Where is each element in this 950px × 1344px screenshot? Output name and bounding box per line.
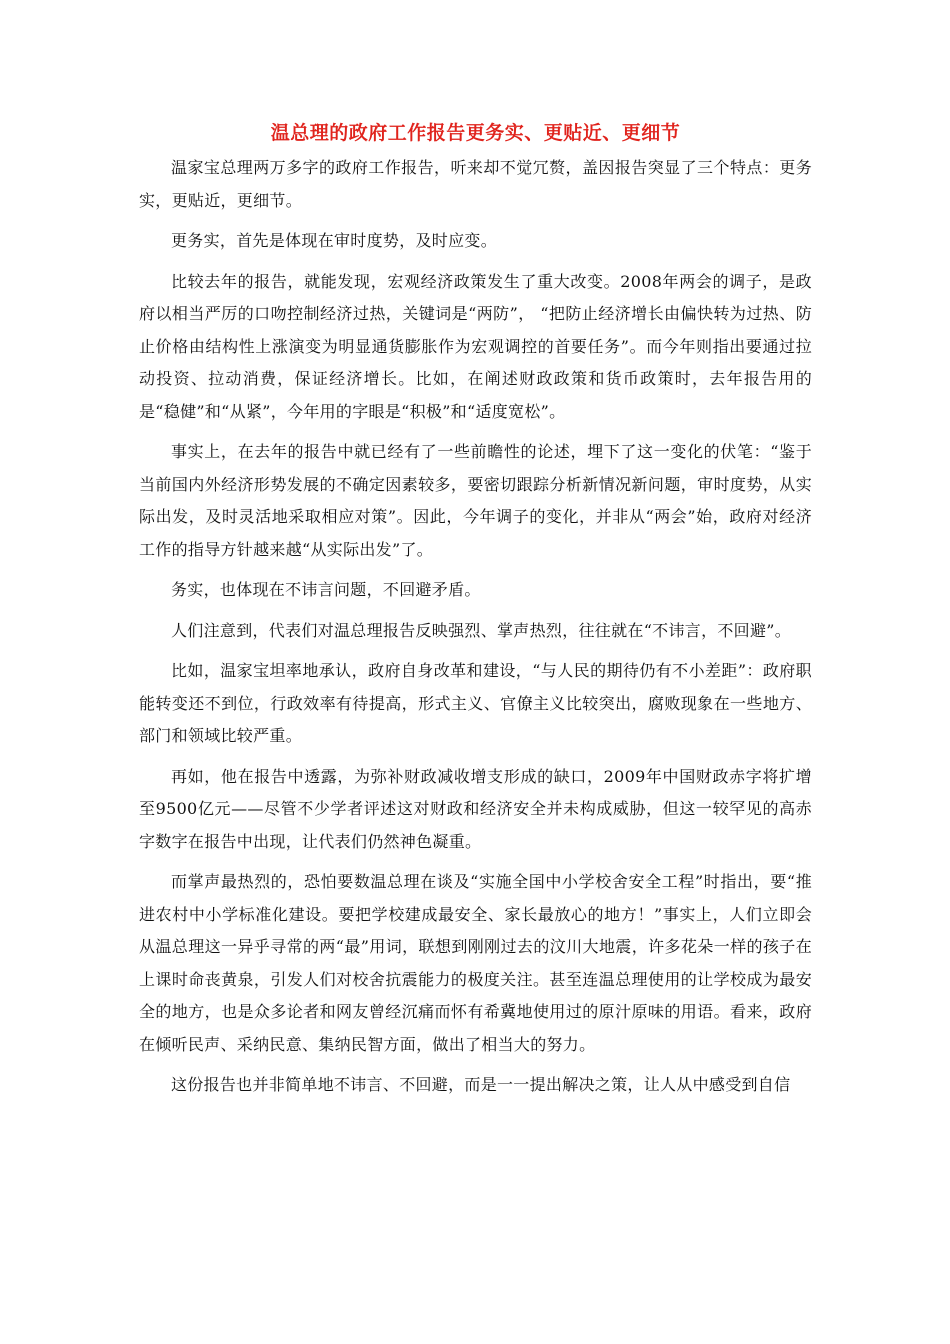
paragraph-4: 事实上，在去年的报告中就已经有了一些前瞻性的论述，埋下了这一变化的伏笔：“鉴于当前国内外经济形势发展的不确定因素较多，要密切跟踪分析新情况新问题，审时度势，从实际出发，及时灵活地采取相应对策”。因此，今年调子的变化，并非从“两会”始，政府对经济工作的指导方针越来越“从实际出发”了。 — [139, 442, 812, 559]
document-title: 温总理的政府工作报告更务实、更贴近、更细节 — [270, 122, 681, 144]
paragraph-6: 人们注意到，代表们对温总理报告反映强烈、掌声热烈，往往就在“不讳言，不回避”。 — [171, 620, 792, 640]
paragraph-10: 这份报告也并非简单地不讳言、不回避，而是一一提出解决之策，让人从中感受到自信 — [171, 1075, 791, 1094]
paragraph-2: 更务实，首先是体现在审时度势，及时应变。 — [171, 231, 498, 250]
paragraph-1: 温家宝总理两万多字的政府工作报告，听来却不觉冗赘，盖因报告突显了三个特点：更务实，更贴近，更细节。 — [139, 158, 812, 210]
paragraph-8: 再如，他在报告中透露，为弥补财政减收增支形成的缺口，2009年中国财政赤字将扩增至9500亿元——尽管不少学者评述这对财政和经济安全并未构成威胁，但这一较罕见的高赤字数字在报告中出现，让代表们仍然神色凝重。 — [139, 766, 812, 851]
paragraph-5: 务实，也体现在不讳言问题，不回避矛盾。 — [171, 580, 481, 599]
paragraph-9: 而掌声最热烈的，恐怕要数温总理在谈及“实施全国中小学校舍安全工程”时指出，要“推进农村中小学标准化建设。要把学校建成最安全、家长最放心的地方！”事实上，人们立即会从温总理这一异乎寻常的两“最”用词，联想到刚刚过去的汶川大地震，许多花朵一样的孩子在上课时命丧黄泉，引发人们对校舍抗震能力的极度关注。甚至连温总理使用的让学校成为最安全的地方，也是众多论者和网友曾经沉痛而怀有希冀地使用过的原汁原味的用语。看来，政府在倾听民声、采纳民意、集纳民智方面，做出了相当大的努力。 — [139, 872, 812, 1054]
paragraph-3: 比较去年的报告，就能发现，宏观经济政策发生了重大改变。2008年两会的调子，是政府以相当严厉的口吻控制经济过热，关键词是“两防”， “把防止经济增长由偏快转为过热、防止价格由结构性上涨演变为明显通货膨胀作为宏观调控的首要任务”。而今年则指出要通过拉动投资、拉动消费，保证经济增长。比如，在阐述财政政策和货币政策时，去年报告用的是“稳健”和“从紧”，今年用的字眼是“积极”和“适度宽松”。 — [139, 271, 812, 421]
document-page — [139, 118, 812, 1110]
paragraph-7: 比如，温家宝坦率地承认，政府自身改革和建设，“与人民的期待仍有不小差距”：政府职能转变还不到位，行政效率有待提高，形式主义、官僚主义比较突出，腐败现象在一些地方、部门和领域比较严重。 — [139, 661, 812, 745]
